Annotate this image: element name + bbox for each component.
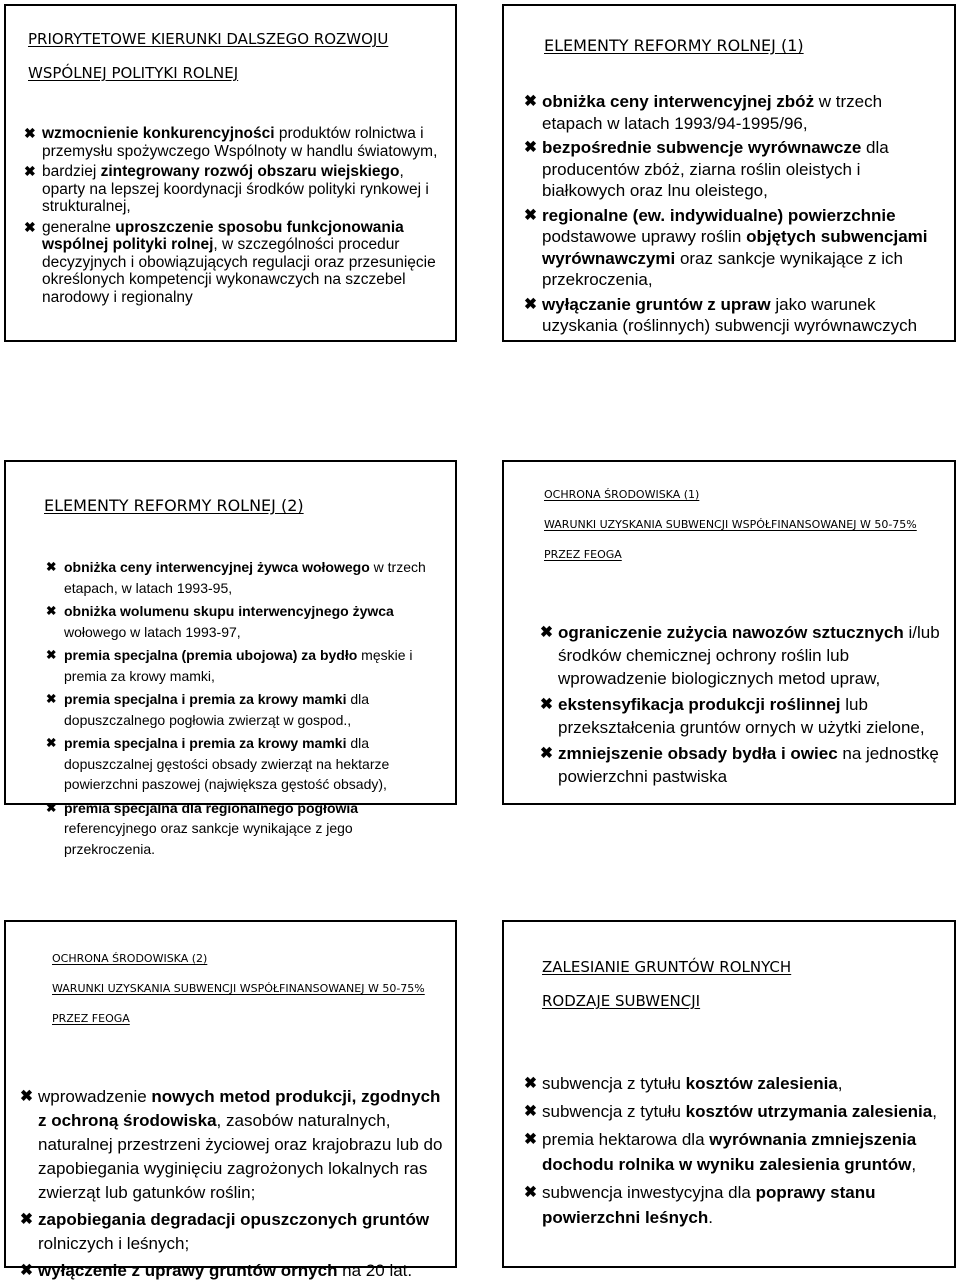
cross-bullet-icon: ✖ bbox=[524, 1103, 537, 1120]
bullet-item bbox=[16, 1085, 445, 1205]
bullet-text: subwencja inwestycyjna dla bbox=[542, 1183, 756, 1202]
bullet-list bbox=[520, 91, 944, 337]
cross-bullet-icon: ✖ bbox=[540, 696, 553, 713]
bullet-text-bold: poprawy stanu powierzchni leśnych bbox=[542, 1183, 876, 1227]
slide-title bbox=[542, 942, 944, 1027]
cross-bullet-icon: ✖ bbox=[20, 1262, 33, 1279]
bullet-item bbox=[536, 742, 944, 788]
cross-bullet-icon: ✖ bbox=[524, 1075, 537, 1092]
slide-title bbox=[28, 14, 445, 99]
bullet-text-bold: regionalne (ew. indywidualne) powierzchnie bbox=[542, 205, 896, 225]
bullet-text: oraz sankcje wynikające z ich przekroczenia, bbox=[542, 248, 903, 289]
bullet-text: w trzech etapach w latach 1993/94-1995/96, bbox=[542, 92, 883, 133]
cross-bullet-icon: ✖ bbox=[540, 624, 553, 641]
cross-bullet-icon: ✖ bbox=[24, 163, 36, 179]
bullet-text: referencyjnego oraz sankcje wynikające z jego przekroczenia. bbox=[64, 820, 353, 857]
bullet-item bbox=[20, 125, 445, 160]
bullet-item bbox=[42, 733, 445, 795]
cross-bullet-icon: ✖ bbox=[524, 93, 537, 110]
bullet-text: subwencja z tytułu bbox=[542, 1102, 686, 1121]
bullet-text: męskie i premia za krowy mamki, bbox=[64, 647, 413, 684]
cross-bullet-icon: ✖ bbox=[524, 139, 537, 156]
bullet-text-bold: ograniczenie zużycia nawozów sztucznych bbox=[558, 623, 904, 642]
slide-elementy-reformy-1 bbox=[502, 4, 956, 342]
bullet-text: wprowadzenie bbox=[38, 1087, 152, 1106]
bullet-text: . bbox=[708, 1208, 713, 1227]
bullet-text: , bbox=[932, 1102, 937, 1121]
bullet-text-bold: zapobiegania degradacji opuszczonych gruntów bbox=[38, 1210, 430, 1229]
title-line: WSPÓLNEJ POLITYKI ROLNEJ bbox=[28, 64, 239, 82]
title-line: WARUNKI UZYSKANIA SUBWENCJI WSPÓŁFINANSOWANEJ W 50-75% bbox=[544, 518, 917, 531]
bullet-text-bold: wyłączanie gruntów z upraw bbox=[542, 294, 771, 314]
slide-zalesianie-gruntow bbox=[502, 920, 956, 1268]
bullet-text-bold: obniżka wolumenu skupu interwencyjnego żywca bbox=[64, 603, 394, 619]
cross-bullet-icon: ✖ bbox=[46, 648, 57, 662]
bullet-text: subwencja z tytułu bbox=[542, 1074, 686, 1093]
cross-bullet-icon: ✖ bbox=[524, 206, 537, 224]
bullet-item bbox=[16, 1208, 445, 1256]
bullet-text: , oparty na lepszej koordynacji środków polityki rynkowej i strukturalnej, bbox=[42, 163, 429, 215]
bullet-item bbox=[20, 163, 445, 216]
bullet-list bbox=[42, 557, 445, 859]
bullet-text-bold: objętych subwencjami wyrównawczymi bbox=[542, 227, 928, 268]
bullet-text-bold: kosztów zalesienia bbox=[685, 1074, 838, 1093]
slide-title bbox=[52, 936, 445, 1041]
title-line: OCHRONA ŚRODOWISKA (1) bbox=[544, 488, 700, 501]
slide-elementy-reformy-2 bbox=[4, 460, 457, 857]
bullet-item bbox=[16, 1259, 445, 1283]
bullet-text: , zasobów naturalnych, naturalnej przestrzeni życiowej oraz krajobrazu lub do zapobiegania wyginięciu zagrożonych lokalnych ras zwierząt lub gatunków roślin; bbox=[38, 1111, 443, 1202]
bullet-text: produktów rolnictwa i przemysłu spożywczego Wspólnoty w handlu światowym, bbox=[42, 125, 438, 160]
bullet-item bbox=[42, 601, 445, 642]
bullet-list bbox=[536, 621, 944, 788]
slide-title bbox=[544, 472, 944, 577]
bullet-item bbox=[520, 137, 944, 202]
bullet-item bbox=[520, 1099, 944, 1124]
title-line: PRIORYTETOWE KIERUNKI DALSZEGO ROZWOJU bbox=[28, 30, 389, 48]
cross-bullet-icon: ✖ bbox=[46, 800, 57, 815]
bullet-text-bold: wyrównania zmniejszenia dochodu rolnika w wyniku zalesienia gruntów bbox=[542, 1130, 917, 1174]
bullet-text: premia hektarowa dla bbox=[542, 1130, 710, 1149]
cross-bullet-icon: ✖ bbox=[20, 1088, 33, 1105]
bullet-item bbox=[42, 798, 445, 860]
bullet-text: na 20 lat. bbox=[337, 1261, 413, 1280]
bullet-text: dla dopuszczalnej gęstości obsady zwierząt na hektarze powierzchni paszowej (największa gęstość obsady), bbox=[64, 735, 390, 792]
bullet-text-bold: zmniejszenie obsady bydła i owiec bbox=[558, 744, 838, 763]
title-line: WARUNKI UZYSKANIA SUBWENCJI WSPÓŁFINANSOWANEJ W 50-75% bbox=[52, 982, 425, 995]
slide-title bbox=[544, 20, 944, 71]
bullet-text: podstawowe uprawy roślin bbox=[542, 227, 747, 246]
cross-bullet-icon: ✖ bbox=[24, 125, 36, 141]
title-line: ELEMENTY REFORMY ROLNEJ (1) bbox=[544, 36, 804, 55]
slide-title bbox=[44, 480, 445, 531]
bullet-item bbox=[520, 205, 944, 291]
bullet-text-bold: premia specjalna dla regionalnego pogłowia bbox=[64, 799, 359, 816]
bullet-text-bold: obniżka ceny interwencyjnej żywca wołowego bbox=[64, 559, 370, 575]
cross-bullet-icon: ✖ bbox=[46, 604, 57, 618]
title-line: RODZAJE SUBWENCJI bbox=[542, 992, 701, 1010]
bullet-item bbox=[520, 1180, 944, 1230]
slide-priorytetowe-kierunki bbox=[4, 4, 457, 342]
bullet-item bbox=[520, 1127, 944, 1177]
bullet-text: dla producentów zbóż, ziarna roślin oleistych i białkowych oraz lnu oleistego, bbox=[542, 138, 889, 200]
bullet-text-bold: premia specjalna i premia za krowy mamki bbox=[64, 691, 347, 707]
title-line: OCHRONA ŚRODOWISKA (2) bbox=[52, 952, 208, 965]
bullet-item bbox=[42, 645, 445, 686]
bullet-text: jako warunek uzyskania (roślinnych) subwencji wyrównawczych bbox=[542, 294, 918, 335]
bullet-text-bold: wyłączenie z uprawy gruntów ornych bbox=[38, 1261, 338, 1280]
slide-ochrona-srodowiska-1 bbox=[502, 460, 956, 805]
bullet-text: , w szczególności procedur decyzyjnych i obowiązujących regulacji oraz przesunięcie określonych kompetencji wykonawczych na szczebel narodowy i regionalny bbox=[42, 236, 436, 306]
bullet-text: na jednostkę powierzchni pastwiska bbox=[558, 744, 939, 786]
bullet-text: , bbox=[911, 1155, 917, 1174]
bullet-text-bold: nowych metod produkcji, zgodnych z ochroną środowiska bbox=[38, 1087, 441, 1130]
cross-bullet-icon: ✖ bbox=[524, 295, 537, 313]
bullet-list bbox=[20, 125, 445, 306]
cross-bullet-icon: ✖ bbox=[524, 1184, 537, 1201]
bullet-text: rolniczych i leśnych; bbox=[38, 1234, 190, 1253]
slide-ochrona-srodowiska-2 bbox=[4, 920, 457, 1280]
cross-bullet-icon: ✖ bbox=[20, 1211, 33, 1228]
bullet-text-bold: kosztów utrzymania zalesienia bbox=[685, 1102, 933, 1121]
bullet-item bbox=[536, 693, 944, 739]
bullet-text: i/lub środków chemicznej ochrony roślin lub wprowadzenie biologicznych metod upraw, bbox=[558, 623, 940, 688]
bullet-item bbox=[20, 219, 445, 307]
bullet-item bbox=[520, 91, 944, 134]
bullet-text-bold: zintegrowany rozwój obszaru wiejskiego bbox=[100, 163, 400, 180]
bullet-list bbox=[520, 1071, 944, 1230]
bullet-text-bold: premia specjalna (premia ubojowa) za bydło bbox=[64, 647, 358, 663]
bullet-text: lub przekształcenia gruntów ornych w użytki zielone, bbox=[558, 695, 925, 737]
bullet-item bbox=[520, 1071, 944, 1096]
bullet-text: w trzech etapach, w latach 1993-95, bbox=[64, 559, 426, 596]
title-line: PRZEZ FEOGA bbox=[544, 548, 622, 561]
cross-bullet-icon: ✖ bbox=[46, 736, 57, 750]
cross-bullet-icon: ✖ bbox=[46, 692, 57, 706]
bullet-text-bold: obniżka ceny interwencyjnej zbóż bbox=[542, 92, 815, 111]
bullet-item bbox=[520, 294, 944, 337]
bullet-text: dla dopuszczalnego pogłowia zwierząt w gospod., bbox=[64, 691, 370, 728]
cross-bullet-icon: ✖ bbox=[540, 745, 553, 762]
bullet-item bbox=[42, 689, 445, 730]
bullet-text-bold: uproszczenie sposobu funkcjonowania wspólnej polityki rolnej bbox=[42, 218, 404, 253]
bullet-text-bold: premia specjalna i premia za krowy mamki bbox=[64, 735, 347, 751]
cross-bullet-icon: ✖ bbox=[24, 218, 36, 235]
bullet-text: wołowego w latach 1993-97, bbox=[64, 623, 241, 640]
bullet-text-bold: bezpośrednie subwencje wyrównawcze bbox=[542, 138, 862, 157]
bullet-text-bold: wzmocnienie konkurencyjności bbox=[42, 125, 275, 142]
title-line: PRZEZ FEOGA bbox=[52, 1012, 130, 1025]
cross-bullet-icon: ✖ bbox=[524, 1131, 537, 1148]
bullet-item bbox=[42, 557, 445, 598]
bullet-list bbox=[16, 1085, 445, 1283]
bullet-text: bardziej bbox=[42, 163, 101, 180]
bullet-text-bold: ekstensyfikacja produkcji roślinnej bbox=[558, 695, 841, 714]
title-line: ZALESIANIE GRUNTÓW ROLNYCH bbox=[542, 958, 792, 976]
bullet-text: generalne bbox=[42, 218, 116, 236]
bullet-item bbox=[536, 621, 944, 690]
bullet-text: , bbox=[837, 1074, 843, 1093]
cross-bullet-icon: ✖ bbox=[46, 560, 57, 574]
title-line: ELEMENTY REFORMY ROLNEJ (2) bbox=[44, 496, 304, 515]
